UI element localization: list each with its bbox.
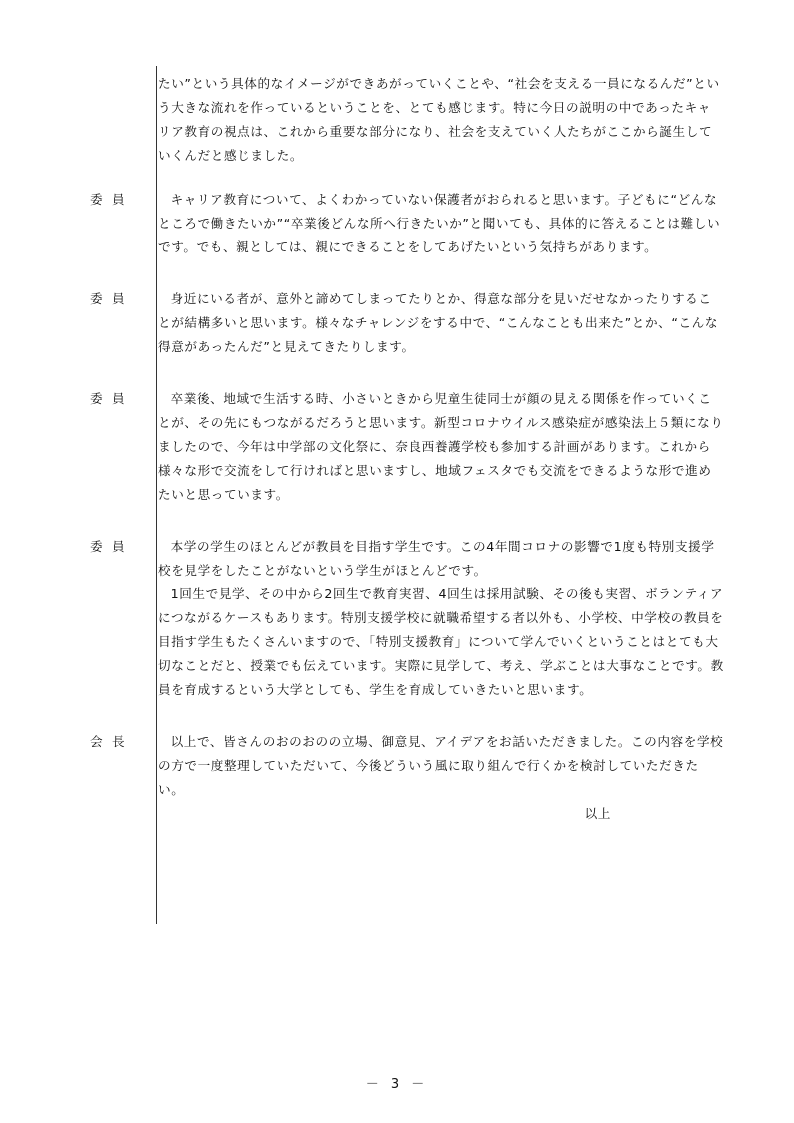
closing-mark: 以上 — [584, 805, 611, 821]
speaker-label: 委 員 — [90, 391, 125, 407]
speaker-label: 委 員 — [90, 191, 125, 207]
continuation-block — [158, 72, 724, 168]
speaker-label: 委 員 — [90, 291, 125, 307]
statement-paragraph: 身近にいる者が、意外と諦めてしまってたりとか、得意な部分を見いだせなかったりすることが結構多いと思います。様々なチャレンジをする中で、“こんなことも出来た”とか、“こんな得意があったんだ”と見えてきたりします。 — [158, 291, 719, 355]
statement-paragraph: 1回生で見学、その中から2回生で教育実習、4回生は採用試験、その後も実習、ボランティアにつながるケースもあります。特別支援学校に就職希望する者以外も、小学校、中学校の教員を目指す学生もたくさんいますので、「特別支援教育」について学んでいくということはとても大切なことだと、授業でも伝えています。実際に見学して、考え、学ぶことは大事なことです。教員を育成するという大学としても、学生を育成していきたいと思います。 — [158, 586, 724, 698]
statement-paragraph: 卒業後、地域で生活する時、小さいときから児童生徒同士が顔の見える関係を作っていくことが、その先にもつながるだろうと思います。新型コロナウイルス感染症が感染法上５類になりましたので、今年は中学部の文化祭に、奈良西養護学校も参加する計画があります。これから様々な形で交流をして行ければと思いますし、地域フェスタでも交流をできるような形で進めたいと思っています。 — [158, 391, 724, 502]
entry-committee-member-4 — [90, 535, 724, 702]
page-number: － 3 － — [365, 1077, 429, 1092]
entry-committee-member-1 — [90, 188, 724, 260]
entry-chairperson — [90, 730, 724, 826]
statement-paragraph: キャリア教育について、よくわかっていない保護者がおられると思います。子どもに“どんなところで働きたいか”“卒業後どんな所へ行きたいか”と聞いても、具体的に答えることは難しいです。でも、親としては、親にできることをしてあげたいという気持ちがあります。 — [158, 191, 721, 255]
margin-rule — [156, 66, 157, 924]
speaker-label: 委 員 — [90, 538, 125, 554]
minutes-body — [90, 72, 724, 826]
statement-paragraph: 以上で、皆さんのおのおのの立場、御意見、アイデアをお話いただきました。この内容を学校の方で一度整理していただいて、今後どういう風に取り組んで行くかを検討していただきたい。 — [158, 733, 724, 797]
continuation-text: たい”という具体的なイメージができあがっていくことや、“社会を支える一員になるんだ”という大きな流れを作っているということを、とても感じます。特に今日の説明の中であったキャリア教育の視点は、これから重要な部分になり、社会を支えていく人たちがここから誕生していくんだと感じました。 — [158, 76, 720, 163]
entry-committee-member-3 — [90, 387, 724, 507]
entry-committee-member-2 — [90, 287, 724, 359]
statement-paragraph: 本学の学生のほとんどが教員を目指す学生です。この4年間コロナの影響で1度も特別支援学校を見学をしたことがないという学生がほとんどです。 — [158, 538, 715, 578]
speaker-label: 会 長 — [90, 733, 125, 749]
